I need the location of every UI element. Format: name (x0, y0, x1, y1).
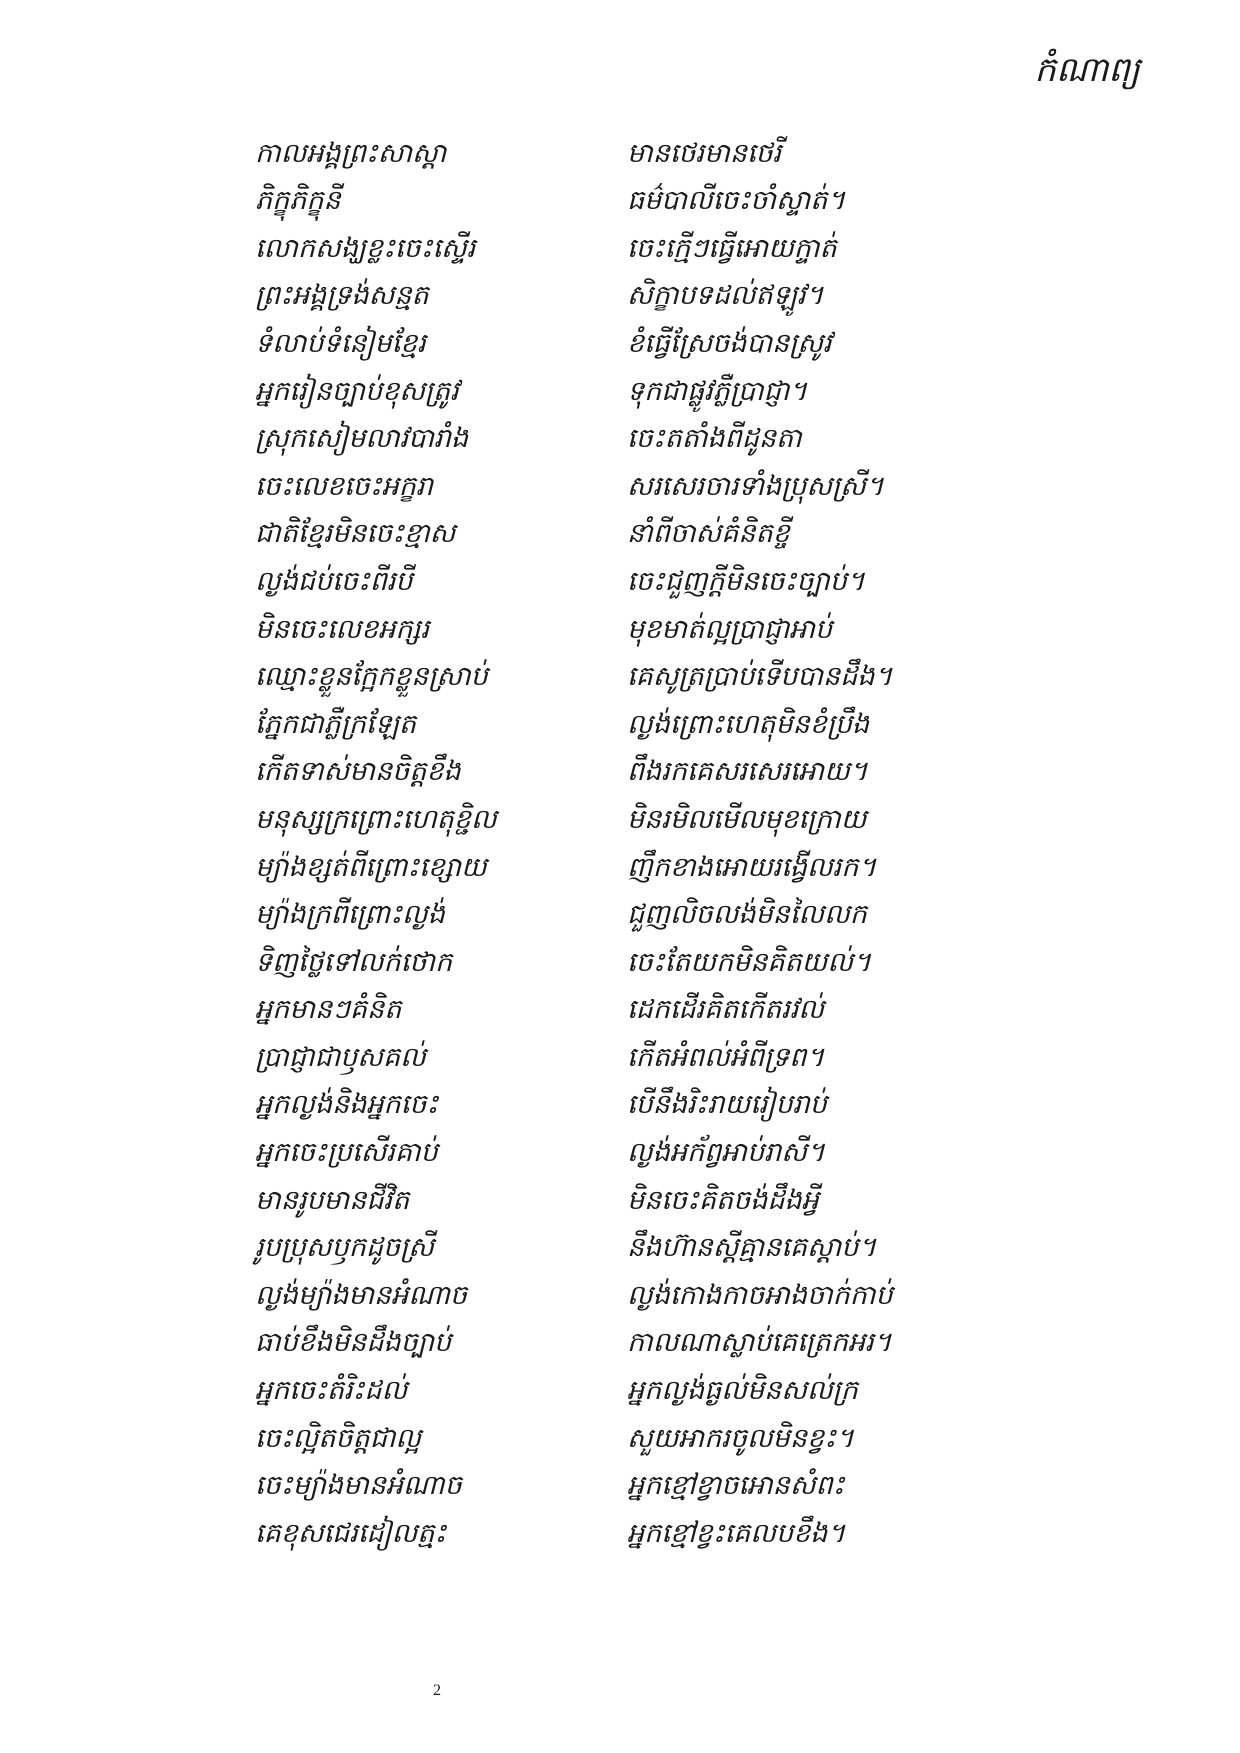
verse-couplet (255, 368, 1155, 416)
verse-couplet (255, 416, 1155, 464)
verse-couplet (255, 1225, 1155, 1273)
verse-line-left: ល្ងង់ជប់ចេះពីរបី (255, 565, 413, 597)
verse-line-left: ល្ងង់ម្យ៉ាងមានអំណាច (255, 1279, 467, 1311)
verse-line-left: លោកសង្ឃខ្លះចេះស្ទើរ (255, 232, 476, 264)
verse-line-left: កាលអង្គព្រះសាស្តា (255, 137, 447, 169)
verse-line-left: ព្រះអង្គទ្រង់សន្មត (255, 280, 429, 312)
verse-line-right: សិក្ខាបទដល់ឥឡូវ។ (627, 280, 824, 312)
verse-line-right: បើនឹងរិះរាយរៀបរាប់ (627, 1089, 827, 1121)
verse-line-left: មនុស្សក្រព្រោះហេតុខ្ជិល (255, 803, 497, 835)
verse-line-left: កើតទាស់មានចិត្តខឹង (255, 756, 461, 788)
verse-line-right: សួយអាករចូលមិនខ្វះ។ (627, 1422, 854, 1454)
verse-couplet (255, 1463, 1155, 1511)
verse-couplet (255, 130, 1155, 178)
verse-line-right: កាលណាស្លាប់គេត្រេកអរ។ (627, 1327, 892, 1359)
verse-line-left: ជាតិខ្មែរមិនចេះខ្មាស (255, 518, 456, 550)
verse-couplet (255, 749, 1155, 797)
verse-line-left: ឈ្មោះខ្លួនក្អែកខ្លួនស្រាប់ (255, 661, 488, 693)
verse-line-right: ទុកជាផ្លូវភ្លឺប្រាជ្ញា។ (627, 375, 808, 407)
verse-couplet (255, 701, 1155, 749)
verse-line-left: អ្នកចេះប្រសើរគាប់ (255, 1137, 438, 1169)
verse-line-right: ចេះជួញក្តីមិនចេះច្បាប់។ (627, 565, 865, 597)
verse-couplet (255, 606, 1155, 654)
verse-line-left: ភ្នែកជាភ្លឺក្រឡែត (255, 708, 416, 740)
verse-couplet (255, 844, 1155, 892)
verse-couplet (255, 892, 1155, 940)
verse-line-right: ចេះតែយកមិនគិតយល់។ (627, 946, 871, 978)
verse-couplet (255, 558, 1155, 606)
verse-line-right: ពឹងរកគេសរសេរអោយ។ (627, 756, 868, 788)
verse-couplet (255, 463, 1155, 511)
verse-couplet (255, 654, 1155, 702)
verse-couplet (255, 225, 1155, 273)
verse-line-left: ចេះល្អិតចិត្តជាល្អ (255, 1422, 422, 1454)
verse-line-right: ចេះក្មើៗធ្វើអោយក្ទាត់ (627, 232, 837, 264)
verse-line-left: ចេះលេខចេះអក្ខរា (255, 470, 433, 502)
verse-line-left: ម្យ៉ាងខ្សត់ពីព្រោះខ្សោយ (255, 851, 487, 883)
verse-line-left: អ្នករៀនច្បាប់ខុសត្រូវ (255, 375, 459, 407)
verse-line-right: ល្ងង់ព្រោះហេតុមិនខំប្រឹង (627, 708, 870, 740)
verse-line-left: ចេះម្យ៉ាងមានអំណាច (255, 1470, 462, 1502)
verse-line-right: មិនរមិលមើលមុខក្រោយ (627, 803, 867, 835)
poem-body (255, 130, 1155, 1558)
verse-line-right: នាំពីចាស់គំនិតខ្ចី (627, 518, 790, 550)
verse-couplet (255, 1177, 1155, 1225)
verse-line-left: មានរូបមានជីវិត (255, 1184, 410, 1216)
verse-line-left: ម្យ៉ាងក្រពីព្រោះល្ងង់ (255, 899, 445, 931)
verse-line-left: ទិញថ្លៃទៅលក់ថោក (255, 946, 453, 978)
verse-couplet (255, 1129, 1155, 1177)
verse-line-right: ចេះតតាំងពីដូនតា (627, 423, 802, 455)
verse-line-right: មិនចេះគិតចង់ដឹងអ្វី (627, 1184, 819, 1216)
verse-line-right: កើតអំពល់អំពីទ្រព។ (627, 1041, 825, 1073)
verse-couplet (255, 511, 1155, 559)
verse-line-right: នឹងហ៊ានស្តីគ្មានគេស្តាប់។ (627, 1232, 877, 1264)
verse-couplet (255, 939, 1155, 987)
verse-couplet (255, 1510, 1155, 1558)
verse-line-right: ជួញលិចលង់មិនលៃលក (627, 899, 867, 931)
verse-couplet (255, 1082, 1155, 1130)
verse-line-left: មិនចេះលេខអក្សរ (255, 613, 430, 645)
verse-couplet (255, 178, 1155, 226)
page-number: 2 (433, 1682, 441, 1699)
verse-line-left: អ្នកល្ងង់និងអ្នកចេះ (255, 1089, 439, 1121)
verse-line-left: គេខុសជេរដៀលត្មះ (255, 1517, 447, 1549)
verse-line-right: អ្នកខ្មៅខ្វះគេលបខឹង។ (627, 1517, 846, 1549)
verse-line-right: ធម៌បាលីចេះចាំស្ទាត់។ (627, 185, 846, 217)
verse-line-left: អ្នកចេះតំរិះដល់ (255, 1375, 408, 1407)
verse-line-right: ញឹកខាងអោយរង្វើលរក។ (627, 851, 877, 883)
verse-line-right: ល្ងង់កោងកាចអាងចាក់កាប់ (627, 1279, 893, 1311)
verse-line-right: សរសេរចារទាំងប្រុសស្រី។ (627, 470, 884, 502)
verse-couplet (255, 1034, 1155, 1082)
verse-couplet (255, 273, 1155, 321)
verse-couplet (255, 1367, 1155, 1415)
verse-line-left: ប្រាជ្ញាជាឫសគល់ (255, 1041, 426, 1073)
verse-line-left: ស្រុកសៀមលាវបារាំង (255, 423, 469, 455)
verse-line-left: ភិក្ខុភិក្ខុនី (255, 185, 341, 217)
verse-line-right: គេសូត្រប្រាប់ទើបបានដឹង។ (627, 661, 893, 693)
verse-couplet (255, 796, 1155, 844)
verse-line-left: ធាប់ខឹងមិនដឹងច្បាប់ (255, 1327, 452, 1359)
verse-line-right: ល្ងង់អក័ព្វអាប់រាសី។ (627, 1137, 825, 1169)
page-title: កំណាព្យ (1034, 50, 1140, 90)
verse-couplet (255, 987, 1155, 1035)
verse-line-right: មុខមាត់ល្អប្រាជ្ញាអាប់ (627, 613, 833, 645)
verse-line-left: ទំលាប់ទំនៀមខ្មែរ (255, 327, 426, 359)
verse-line-right: អ្នកខ្មៅខ្វាចអោនសំពះ (627, 1470, 845, 1502)
verse-couplet (255, 320, 1155, 368)
verse-line-left: រូបប្រុសឫកដូចស្រី (255, 1232, 434, 1264)
verse-line-right: អ្នកល្ងង់ធ្ងល់មិនសល់ក្រ (627, 1375, 858, 1407)
verse-line-right: ដេកដើរគិតកើតរវល់ (627, 994, 825, 1026)
verse-couplet (255, 1272, 1155, 1320)
verse-line-left: អ្នកមានៗគំនិត (255, 994, 402, 1026)
verse-couplet (255, 1415, 1155, 1463)
verse-line-right: មានថេរមានថេរី (627, 137, 782, 169)
verse-line-right: ខំធ្វើស្រែចង់បានស្រូវ (627, 327, 832, 359)
verse-couplet (255, 1320, 1155, 1368)
